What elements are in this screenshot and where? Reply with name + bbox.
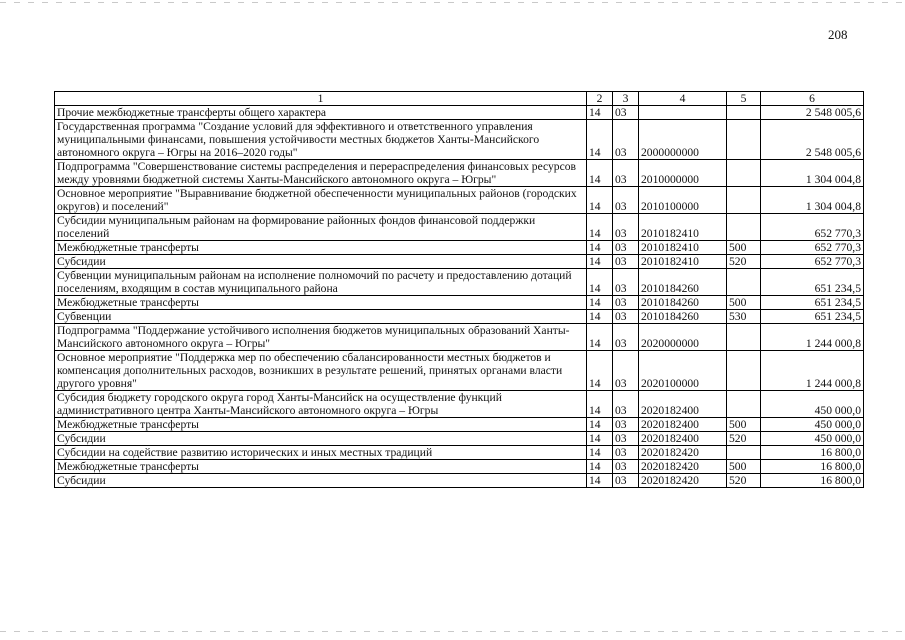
cell-subsection: 03 [613, 255, 639, 269]
cell-section: 14 [587, 432, 613, 446]
cell-subsection: 03 [613, 120, 639, 160]
cell-section: 14 [587, 351, 613, 391]
cell-section: 14 [587, 241, 613, 255]
cell-target-article: 2020182400 [639, 418, 727, 432]
cell-section: 14 [587, 120, 613, 160]
cell-target-article: 2010184260 [639, 296, 727, 310]
table-row [55, 106, 864, 120]
cell-target-article: 2020182420 [639, 446, 727, 460]
cell-section: 14 [587, 296, 613, 310]
cell-section: 14 [587, 310, 613, 324]
cell-target-article: 2010000000 [639, 160, 727, 187]
table-body [55, 92, 864, 488]
table-row [55, 324, 864, 351]
header-col-2: 2 [587, 92, 613, 106]
header-col-6: 6 [761, 92, 864, 106]
cell-expense-type: 500 [727, 296, 761, 310]
table-row [55, 269, 864, 296]
table-row [55, 351, 864, 391]
cell-section: 14 [587, 160, 613, 187]
cell-amount: 2 548 005,6 [761, 106, 864, 120]
cell-name: Подпрограмма "Совершенствование системы распределения и перераспределения финансовых ресурсов между уровнями бюджетной системы Ханты-Мансийского автономного округа – Югры" [55, 160, 587, 187]
cell-expense-type: 500 [727, 241, 761, 255]
cell-section: 14 [587, 474, 613, 488]
cell-name: Государственная программа "Создание условий для эффективного и ответственного управления муниципальными финансами, повышения устойчивости местных бюджетов Ханты-Мансийского автономного округа – Югры на 2016–2020 годы" [55, 120, 587, 160]
budget-table [54, 91, 864, 488]
cell-section: 14 [587, 269, 613, 296]
cell-target-article: 2010182410 [639, 241, 727, 255]
cell-subsection: 03 [613, 187, 639, 214]
table-row [55, 474, 864, 488]
cell-subsection: 03 [613, 474, 639, 488]
cell-section: 14 [587, 446, 613, 460]
cell-target-article: 2010184260 [639, 269, 727, 296]
table-row [55, 296, 864, 310]
table-row [55, 255, 864, 269]
cell-expense-type: 530 [727, 310, 761, 324]
cell-amount: 651 234,5 [761, 269, 864, 296]
cell-amount: 1 244 000,8 [761, 324, 864, 351]
page-number: 208 [828, 27, 848, 42]
cell-amount: 1 304 004,8 [761, 187, 864, 214]
cell-subsection: 03 [613, 446, 639, 460]
header-col-4: 4 [639, 92, 727, 106]
cell-expense-type [727, 160, 761, 187]
cell-target-article: 2020000000 [639, 324, 727, 351]
table-row [55, 187, 864, 214]
cell-expense-type [727, 324, 761, 351]
cell-amount: 651 234,5 [761, 296, 864, 310]
cell-expense-type [727, 391, 761, 418]
cell-amount: 450 000,0 [761, 391, 864, 418]
cell-target-article: 2000000000 [639, 120, 727, 160]
scan-artifact-bottom [0, 631, 905, 632]
cell-name: Субсидии [55, 432, 587, 446]
cell-subsection: 03 [613, 460, 639, 474]
cell-name: Межбюджетные трансферты [55, 418, 587, 432]
cell-section: 14 [587, 391, 613, 418]
cell-name: Основное мероприятие "Поддержка мер по обеспечению сбалансированности местных бюджетов и компенсация дополнительных расходов, возникших в результате решений, принятых органами власти другого уровня" [55, 351, 587, 391]
cell-subsection: 03 [613, 351, 639, 391]
cell-subsection: 03 [613, 296, 639, 310]
table-row [55, 241, 864, 255]
cell-name: Межбюджетные трансферты [55, 241, 587, 255]
cell-expense-type [727, 120, 761, 160]
cell-amount: 450 000,0 [761, 432, 864, 446]
cell-section: 14 [587, 106, 613, 120]
table-row [55, 160, 864, 187]
cell-amount: 652 770,3 [761, 214, 864, 241]
table-row [55, 214, 864, 241]
cell-expense-type: 500 [727, 460, 761, 474]
cell-expense-type: 500 [727, 418, 761, 432]
cell-target-article: 2020100000 [639, 351, 727, 391]
cell-amount: 16 800,0 [761, 460, 864, 474]
cell-name: Субвенции муниципальным районам на исполнение полномочий по расчету и предоставлению дотаций поселениям, входящим в состав муниципального района [55, 269, 587, 296]
cell-expense-type: 520 [727, 432, 761, 446]
cell-subsection: 03 [613, 241, 639, 255]
cell-name: Межбюджетные трансферты [55, 296, 587, 310]
cell-section: 14 [587, 418, 613, 432]
cell-subsection: 03 [613, 391, 639, 418]
cell-subsection: 03 [613, 324, 639, 351]
cell-name: Субсидия бюджету городского округа город Ханты-Мансийск на осуществление функций административного центра Ханты-Мансийского автономного округа – Югры [55, 391, 587, 418]
table-row [55, 418, 864, 432]
cell-section: 14 [587, 214, 613, 241]
cell-target-article: 2010182410 [639, 255, 727, 269]
cell-expense-type [727, 106, 761, 120]
cell-target-article: 2010184260 [639, 310, 727, 324]
cell-name: Межбюджетные трансферты [55, 460, 587, 474]
cell-expense-type: 520 [727, 474, 761, 488]
table-row [55, 460, 864, 474]
cell-amount: 651 234,5 [761, 310, 864, 324]
table-row [55, 391, 864, 418]
cell-section: 14 [587, 187, 613, 214]
cell-amount: 652 770,3 [761, 241, 864, 255]
cell-subsection: 03 [613, 310, 639, 324]
cell-target-article: 2020182420 [639, 474, 727, 488]
table-row [55, 446, 864, 460]
cell-amount: 1 304 004,8 [761, 160, 864, 187]
cell-section: 14 [587, 460, 613, 474]
cell-amount: 450 000,0 [761, 418, 864, 432]
cell-name: Субсидии муниципальным районам на формирование районных фондов финансовой поддержки поселений [55, 214, 587, 241]
cell-subsection: 03 [613, 418, 639, 432]
cell-expense-type [727, 187, 761, 214]
cell-subsection: 03 [613, 214, 639, 241]
cell-expense-type [727, 269, 761, 296]
cell-amount: 652 770,3 [761, 255, 864, 269]
cell-expense-type [727, 446, 761, 460]
cell-expense-type: 520 [727, 255, 761, 269]
scan-artifact-top [0, 2, 905, 3]
cell-name: Основное мероприятие "Выравнивание бюджетной обеспеченности муниципальных районов (городских округов) и поселений" [55, 187, 587, 214]
cell-subsection: 03 [613, 269, 639, 296]
cell-section: 14 [587, 255, 613, 269]
cell-expense-type [727, 351, 761, 391]
cell-subsection: 03 [613, 106, 639, 120]
cell-target-article: 2010182410 [639, 214, 727, 241]
cell-amount: 1 244 000,8 [761, 351, 864, 391]
cell-name: Субсидии [55, 474, 587, 488]
cell-name: Подпрограмма "Поддержание устойчивого исполнения бюджетов муниципальных образований Ханты-Мансийского автономного округа – Югры" [55, 324, 587, 351]
header-col-1: 1 [55, 92, 587, 106]
cell-amount: 16 800,0 [761, 474, 864, 488]
cell-expense-type [727, 214, 761, 241]
cell-target-article: 2010100000 [639, 187, 727, 214]
table-row [55, 310, 864, 324]
cell-amount: 2 548 005,6 [761, 120, 864, 160]
header-col-5: 5 [727, 92, 761, 106]
cell-name: Субсидии на содействие развитию исторических и иных местных традиций [55, 446, 587, 460]
cell-subsection: 03 [613, 160, 639, 187]
table-row [55, 120, 864, 160]
table-row [55, 432, 864, 446]
cell-name: Прочие межбюджетные трансферты общего характера [55, 106, 587, 120]
cell-target-article [639, 106, 727, 120]
cell-target-article: 2020182420 [639, 460, 727, 474]
cell-section: 14 [587, 324, 613, 351]
table-header-row [55, 92, 864, 106]
cell-amount: 16 800,0 [761, 446, 864, 460]
cell-target-article: 2020182400 [639, 432, 727, 446]
cell-target-article: 2020182400 [639, 391, 727, 418]
cell-name: Субвенции [55, 310, 587, 324]
cell-subsection: 03 [613, 432, 639, 446]
header-col-3: 3 [613, 92, 639, 106]
cell-name: Субсидии [55, 255, 587, 269]
